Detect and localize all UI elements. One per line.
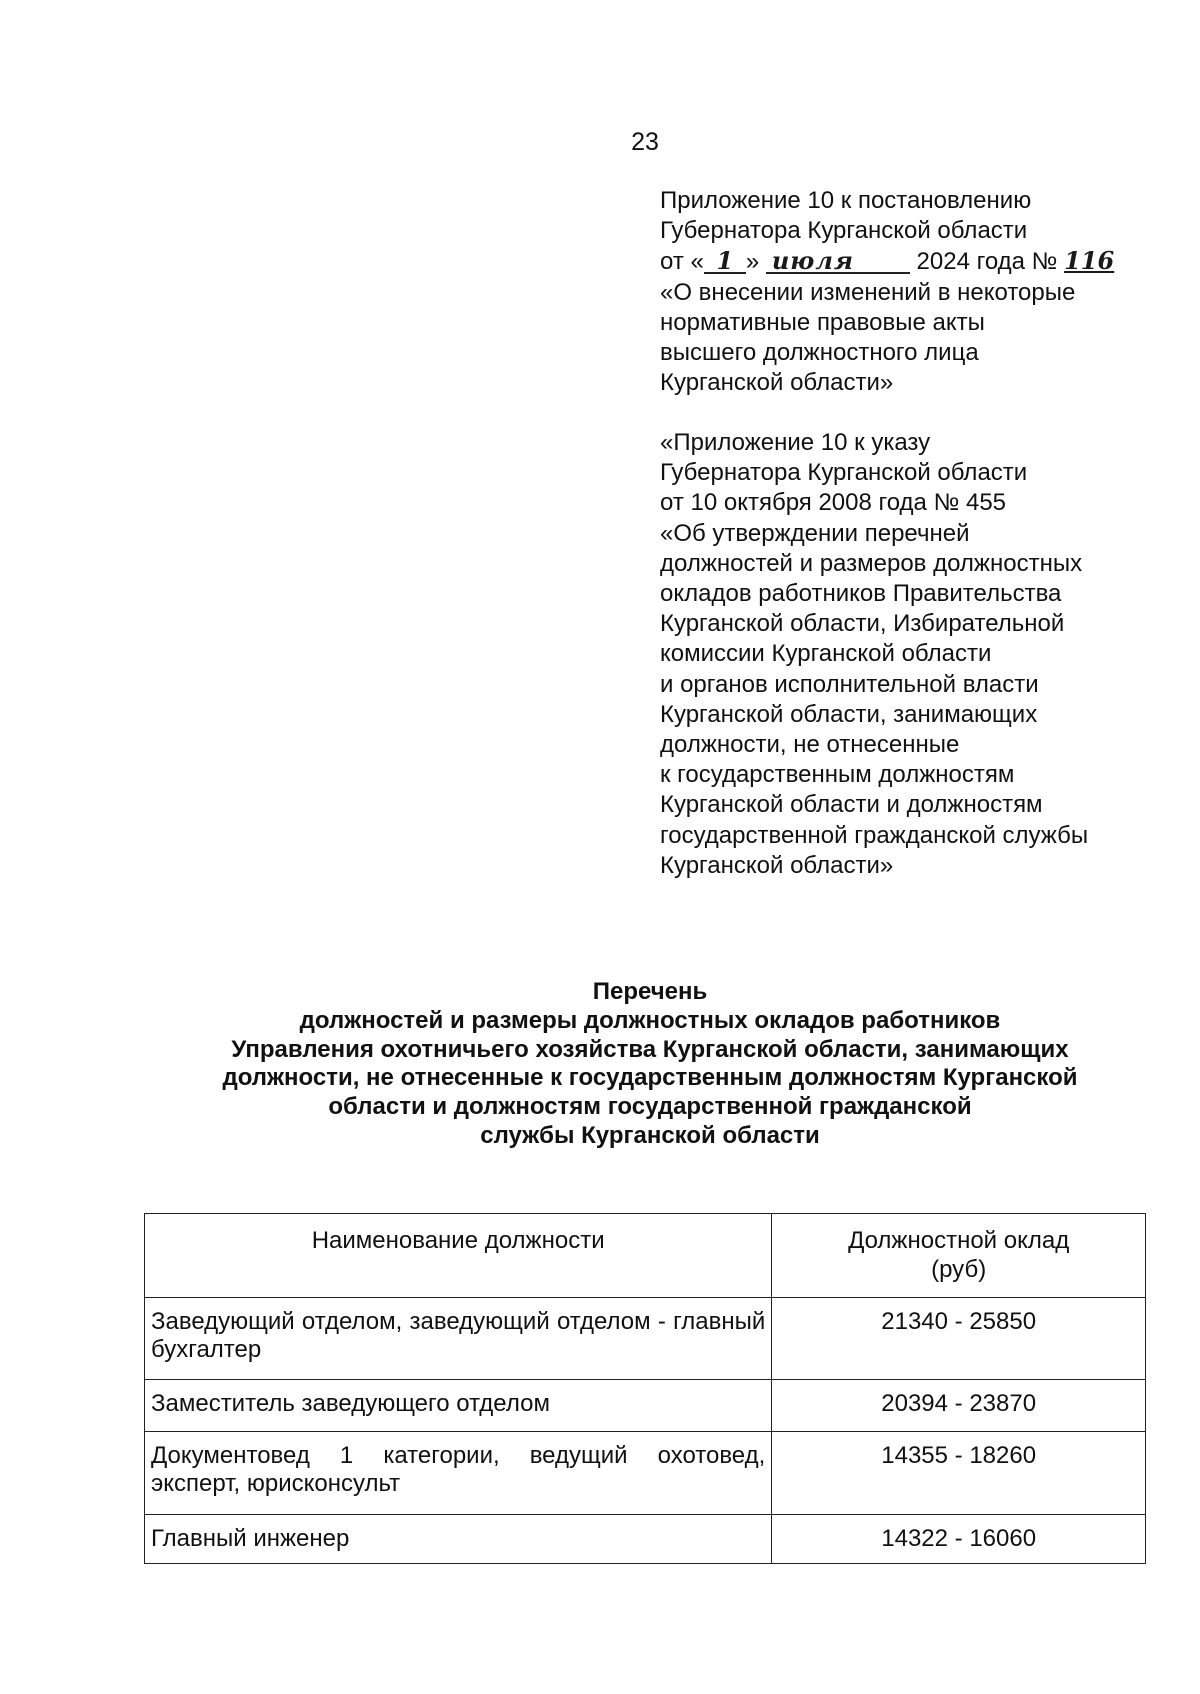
salary-cell: 20394 - 23870	[772, 1380, 1146, 1432]
handwritten-day: 1	[704, 250, 746, 274]
appendix-line-5: нормативные правовые акты	[660, 308, 985, 336]
decree-line: государственной гражданской службы	[660, 821, 1089, 849]
handwritten-month: июля	[766, 250, 910, 274]
appendix-line-7: Курганской области»	[660, 369, 894, 397]
salary-cell: 14355 - 18260	[772, 1432, 1146, 1515]
date-year: 2024 года №	[916, 248, 1058, 276]
table-row	[145, 1380, 1146, 1432]
position-name-cell: Документовед 1 категории, ведущий охотовед, эксперт, юрисконсульт	[145, 1432, 772, 1515]
title-line: службы Курганской области	[480, 1121, 820, 1149]
decree-line: Курганской области, Избирательной	[660, 610, 1065, 638]
decree-reference	[660, 428, 1180, 881]
date-mid: »	[745, 248, 760, 276]
position-name-cell: Заместитель заведующего отделом	[145, 1380, 772, 1432]
document-title	[140, 978, 1160, 1151]
decree-line: Курганской области, занимающих	[660, 700, 1038, 728]
table-row	[145, 1298, 1146, 1380]
table-header-row	[145, 1214, 1146, 1298]
title-line: области и должностям государственной гражданской	[328, 1093, 972, 1121]
title-line: должностей и размеры должностных окладов работников	[299, 1006, 1001, 1034]
date-prefix: от «	[660, 248, 704, 276]
position-name-cell: Заведующий отделом, заведующий отделом - главный бухгалтер	[145, 1298, 772, 1380]
title-line: должности, не отнесенные к государственным должностям Курганской	[222, 1064, 1078, 1092]
handwritten-doc-number: 116	[1064, 246, 1115, 276]
header-salary-line-1: Должностной оклад	[848, 1227, 1070, 1254]
header-position-name: Наименование должности	[145, 1214, 772, 1298]
decree-line: окладов работников Правительства	[660, 580, 1062, 608]
position-name-cell: Главный инженер	[145, 1515, 772, 1564]
decree-line: Курганской области и должностям	[660, 791, 1043, 819]
decree-line: Курганской области»	[660, 851, 894, 879]
decree-line: «Об утверждении перечней	[660, 519, 970, 547]
title-line: Управления охотничьего хозяйства Курганской области, занимающих	[231, 1035, 1069, 1063]
decree-line: «Приложение 10 к указу	[660, 429, 931, 456]
decree-line: комиссии Курганской области	[660, 640, 992, 668]
header-salary	[772, 1214, 1146, 1298]
table-row	[145, 1432, 1146, 1515]
salary-table	[144, 1213, 1146, 1564]
decree-line: Губернатора Курганской области	[660, 459, 1028, 487]
appendix-line-1: Приложение 10 к постановлению	[660, 187, 1032, 214]
decree-line: должности, не отнесенные	[660, 731, 960, 759]
appendix-line-4: «О внесении изменений в некоторые	[660, 278, 1076, 306]
decree-line: от 10 октября 2008 года № 455	[660, 489, 1007, 517]
decree-line: и органов исполнительной власти	[660, 670, 1039, 698]
salary-cell: 14322 - 16060	[772, 1515, 1146, 1564]
appendix-line-2: Губернатора Курганской области	[660, 217, 1028, 245]
title-line: Перечень	[592, 978, 708, 1005]
table-row	[145, 1515, 1146, 1564]
appendix-date-line	[660, 246, 1180, 277]
decree-line: должностей и размеров должностных	[660, 549, 1083, 577]
appendix-line-6: высшего должностного лица	[660, 339, 979, 367]
header-salary-line-2: (руб)	[931, 1256, 987, 1283]
salary-cell: 21340 - 25850	[772, 1298, 1146, 1380]
appendix-header	[660, 186, 1180, 398]
decree-line: к государственным должностям	[660, 761, 1015, 789]
page-number: 23	[631, 128, 659, 156]
